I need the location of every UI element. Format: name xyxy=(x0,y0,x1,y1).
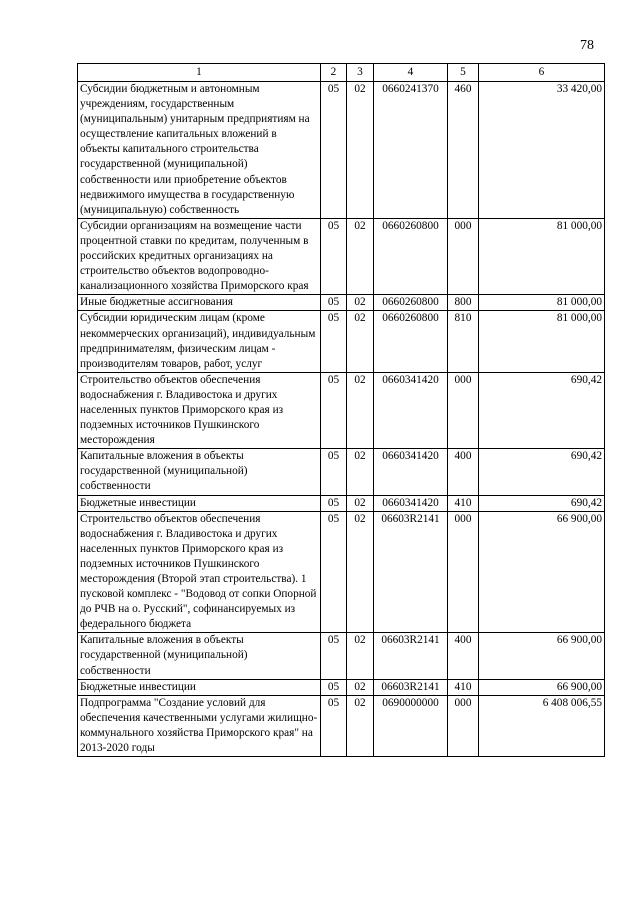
cell-expense-type: 400 xyxy=(448,449,479,495)
cell-target-article: 06603R2141 xyxy=(374,679,448,695)
cell-subsection: 02 xyxy=(347,633,374,679)
cell-expense-type: 460 xyxy=(448,82,479,219)
cell-subsection: 02 xyxy=(347,372,374,448)
cell-name: Капитальные вложения в объекты государственной (муниципальной) собственности xyxy=(78,633,321,679)
cell-target-article: 0660260800 xyxy=(374,295,448,311)
cell-amount: 66 900,00 xyxy=(479,679,605,695)
cell-name: Капитальные вложения в объекты государственной (муниципальной) собственности xyxy=(78,449,321,495)
cell-amount: 66 900,00 xyxy=(479,633,605,679)
table-row xyxy=(78,495,605,511)
cell-amount: 690,42 xyxy=(479,449,605,495)
cell-target-article: 06603R2141 xyxy=(374,633,448,679)
cell-name: Строительство объектов обеспечения водоснабжения г. Владивостока и других населенных пунктов Приморского края из подземных источников Пушкинского месторождения (Второй этап строительства). 1 пусковой комплекс - "Водовод от сопки Опорной до РЧВ на о. Русский", софинансируемых из федерального бюджета xyxy=(78,511,321,633)
cell-section: 05 xyxy=(321,218,347,294)
cell-section: 05 xyxy=(321,82,347,219)
page-number: 78 xyxy=(580,38,594,53)
table-row xyxy=(78,311,605,372)
cell-amount: 690,42 xyxy=(479,372,605,448)
cell-target-article: 0660341420 xyxy=(374,372,448,448)
cell-expense-type: 400 xyxy=(448,633,479,679)
header-col-1: 1 xyxy=(78,64,321,82)
cell-amount: 6 408 006,55 xyxy=(479,695,605,756)
cell-name: Бюджетные инвестиции xyxy=(78,495,321,511)
cell-name: Бюджетные инвестиции xyxy=(78,679,321,695)
table-row xyxy=(78,511,605,633)
cell-section: 05 xyxy=(321,311,347,372)
table-row xyxy=(78,82,605,219)
cell-subsection: 02 xyxy=(347,295,374,311)
cell-subsection: 02 xyxy=(347,495,374,511)
cell-section: 05 xyxy=(321,633,347,679)
cell-section: 05 xyxy=(321,695,347,756)
table-row xyxy=(78,679,605,695)
cell-section: 05 xyxy=(321,495,347,511)
cell-subsection: 02 xyxy=(347,218,374,294)
cell-expense-type: 000 xyxy=(448,218,479,294)
cell-target-article: 0660260800 xyxy=(374,311,448,372)
cell-target-article: 0660341420 xyxy=(374,495,448,511)
header-col-2: 2 xyxy=(321,64,347,82)
budget-table xyxy=(77,63,605,757)
cell-subsection: 02 xyxy=(347,311,374,372)
cell-expense-type: 000 xyxy=(448,511,479,633)
cell-subsection: 02 xyxy=(347,679,374,695)
cell-section: 05 xyxy=(321,295,347,311)
cell-expense-type: 800 xyxy=(448,295,479,311)
cell-subsection: 02 xyxy=(347,82,374,219)
cell-section: 05 xyxy=(321,372,347,448)
header-col-5: 5 xyxy=(448,64,479,82)
cell-name: Субсидии организациям на возмещение части процентной ставки по кредитам, полученным в российских кредитных организациях на строительство объектов водопроводно-канализационного хозяйства Приморского края xyxy=(78,218,321,294)
header-col-3: 3 xyxy=(347,64,374,82)
cell-amount: 690,42 xyxy=(479,495,605,511)
table-header-row xyxy=(78,64,605,82)
cell-name: Субсидии бюджетным и автономным учреждениям, государственным (муниципальным) унитарным предприятиям на осуществление капитальных вложений в объекты капитального строительства государственной (муниципальной) собственности или приобретение объектов недвижимого имущества в государственную (муниципальную) собственность xyxy=(78,82,321,219)
cell-section: 05 xyxy=(321,679,347,695)
table-row xyxy=(78,449,605,495)
cell-target-article: 0660260800 xyxy=(374,218,448,294)
header-col-6: 6 xyxy=(479,64,605,82)
table-row xyxy=(78,295,605,311)
cell-expense-type: 000 xyxy=(448,695,479,756)
cell-section: 05 xyxy=(321,511,347,633)
table-row xyxy=(78,633,605,679)
cell-amount: 33 420,00 xyxy=(479,82,605,219)
cell-name: Строительство объектов обеспечения водоснабжения г. Владивостока и других населенных пунктов Приморского края из подземных источников Пушкинского месторождения xyxy=(78,372,321,448)
table-row xyxy=(78,218,605,294)
cell-name: Иные бюджетные ассигнования xyxy=(78,295,321,311)
cell-amount: 66 900,00 xyxy=(479,511,605,633)
cell-subsection: 02 xyxy=(347,511,374,633)
cell-expense-type: 410 xyxy=(448,495,479,511)
cell-target-article: 06603R2141 xyxy=(374,511,448,633)
cell-subsection: 02 xyxy=(347,449,374,495)
cell-expense-type: 000 xyxy=(448,372,479,448)
cell-amount: 81 000,00 xyxy=(479,295,605,311)
header-col-4: 4 xyxy=(374,64,448,82)
cell-target-article: 0660241370 xyxy=(374,82,448,219)
table-row xyxy=(78,695,605,756)
cell-expense-type: 810 xyxy=(448,311,479,372)
table-row xyxy=(78,372,605,448)
cell-subsection: 02 xyxy=(347,695,374,756)
cell-name: Субсидии юридическим лицам (кроме некоммерческих организаций), индивидуальным предпринимателям, физическим лицам - производителям товаров, работ, услуг xyxy=(78,311,321,372)
cell-amount: 81 000,00 xyxy=(479,218,605,294)
cell-amount: 81 000,00 xyxy=(479,311,605,372)
cell-name: Подпрограмма "Создание условий для обеспечения качественными услугами жилищно-коммунального хозяйства Приморского края" на 2013-2020 годы xyxy=(78,695,321,756)
cell-target-article: 0660341420 xyxy=(374,449,448,495)
cell-target-article: 0690000000 xyxy=(374,695,448,756)
cell-section: 05 xyxy=(321,449,347,495)
cell-expense-type: 410 xyxy=(448,679,479,695)
